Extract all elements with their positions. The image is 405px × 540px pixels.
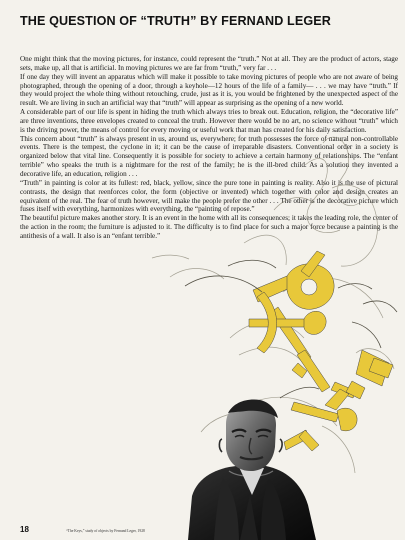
paragraph-4: This concern about “truth” is always present in us, around us, everywhere; for truth possesses the force of natural non-controllable events. There is the tempest, the cyclone in it; it can be the cause of irreparable disasters. Conventional order in a society is organized below that vital line. Consequently it is possible for society to achieve a certain harmony of relationships. The “enfant terrible” who speaks the truth is a nightmare for the rest of the family; he is the ill-bred child. As a solution they invented a decorative life, an education, religion . . . bbox=[20, 134, 398, 178]
key-outlines bbox=[185, 260, 397, 398]
paragraph-3: A considerable part of our life is spent in hiding the truth which always tries to break out. Education, religion, the “decorative life” are three inventions, three envelopes created to conceal the truth. However there would be no art, no science without “truth” which is the driving power, the means of control for every moving or useful work that man has created for his daily satisfaction. bbox=[20, 108, 398, 134]
fernand-leger-photo bbox=[174, 394, 324, 540]
paragraph-6: The beautiful picture makes another story. It is an event in the home with all its consequences; it takes the leading role, the center of the action in the room; the furniture is adjusted to it. The difficulty is to find place for such a major force because a painting is the antithesis of a wall. It also is an “enfant terrible.” bbox=[20, 214, 398, 240]
article-body bbox=[20, 55, 398, 241]
paragraph-5: “Truth” in painting is color at its fullest: red, black, yellow, since the pure tone in painting is reality. Also it is the use of pictural contrasts, the design that reenforces color, the form (objective or invented) which together with color and design creates an equivalent of the real. The fear of truth however, will make the people prefer the other . . . The other is the decorative picture which fuses itself with everything, harmonizes with everything, the “painting of repose.” bbox=[20, 178, 398, 214]
article-title: THE QUESTION OF “TRUTH” BY FERNAND LEGER bbox=[20, 14, 331, 28]
paragraph-2: If one day they will invent an apparatus which will make it possible to take moving pictures of people who are not aware of being photographed, through the opening of a door, through a keyhole—12 hours of the life of a family— . . . we may have “truth.” If they would project the whole thing without retouching, crude, just as it is, you would be frightened by the unexpected aspect of the result. We are living in such an artificial way that “truth” will appear as surprising as the opening of a new world. bbox=[20, 72, 398, 108]
image-caption: “The Keys,” study of objects by Fernand Leger, 1928 bbox=[66, 529, 145, 533]
portrait-icon bbox=[174, 394, 324, 540]
page-number: 18 bbox=[20, 525, 29, 534]
paragraph-1: One might think that the moving pictures, for instance, could represent the “truth.” Not at all. They are the product of actors, stage sets, make up, all that is artificial. In moving pictures we are far from “truth,” very far . . . bbox=[20, 55, 398, 72]
